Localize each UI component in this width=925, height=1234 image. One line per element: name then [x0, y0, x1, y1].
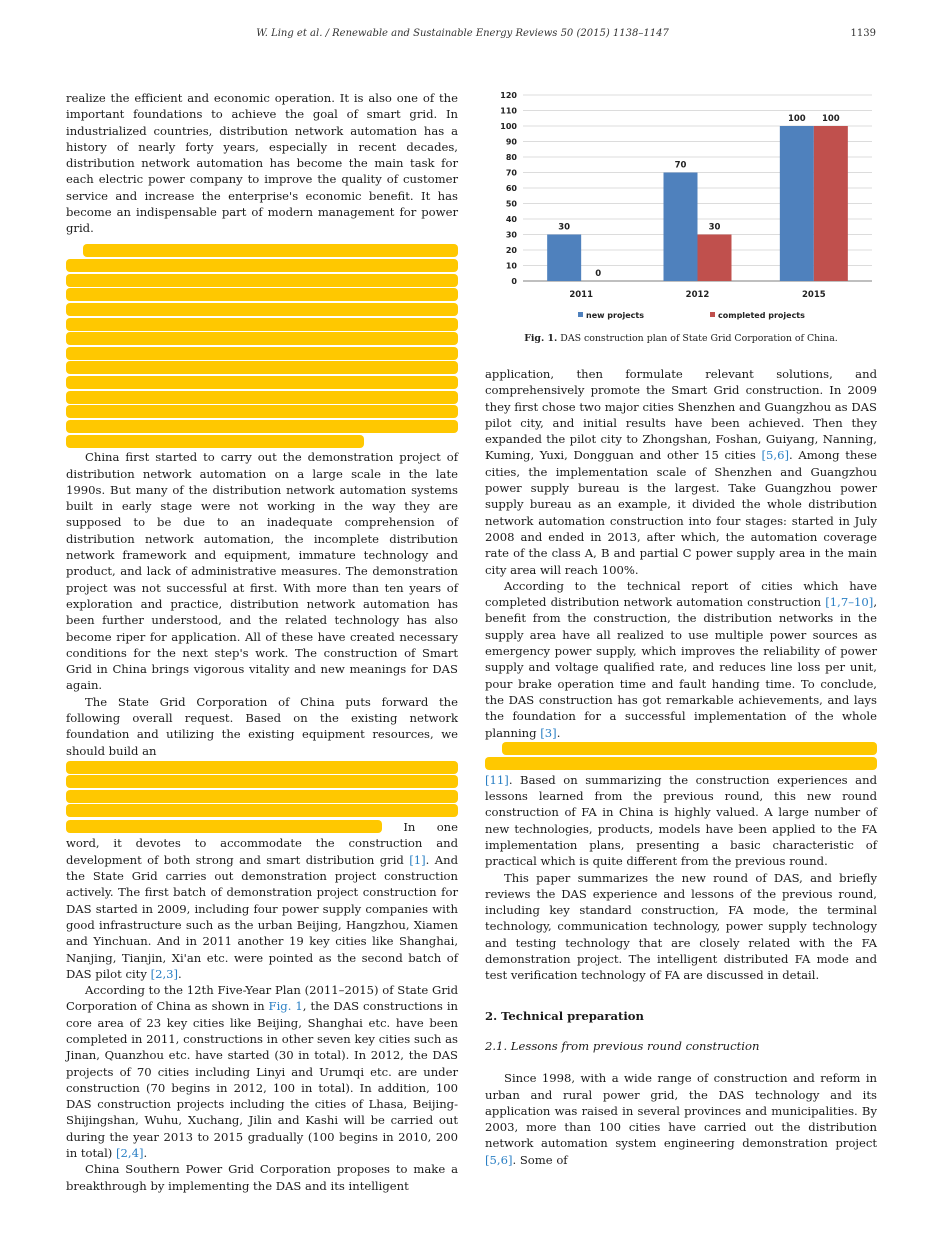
bar-completed-projects-2015: [814, 126, 848, 281]
reference-link[interactable]: [2,4]: [116, 1146, 144, 1161]
highlight-redaction: [66, 775, 458, 788]
highlight-redaction: [66, 420, 458, 433]
x-tick-label: 2015: [801, 290, 826, 300]
paragraph: The State Grid Corporation of China puts forward the following overall request. Based on the existing network foundation and utilizing the existing equipment resources, we should build an: [66, 694, 458, 758]
reference-link[interactable]: [5,6]: [761, 448, 790, 463]
y-tick-label: 60: [505, 184, 517, 193]
highlight-redaction: [66, 376, 458, 389]
highlight-redaction: [66, 804, 458, 817]
highlight-redaction: [66, 303, 458, 316]
y-tick-label: 110: [500, 106, 517, 116]
data-label: 30: [708, 222, 721, 233]
y-tick-label: 0: [511, 277, 517, 286]
highlight-redaction: [66, 288, 458, 301]
data-label: 100: [787, 114, 806, 124]
y-tick-label: 50: [505, 199, 517, 209]
figure-label: Fig. 1.: [524, 333, 558, 344]
paragraph: application, then formulate relevant solutions, and comprehensively promote the Smart Grid construction. In 2009 they first chose two major cities Shenzhen and Guangzhou as DAS pilot city, and initial results have been achieved. Then they expanded the pilot city to Zhongshan, Foshan, Guiyang, Nanning, Kuming, Yuxi, Dongguan and other 15 cities [5,6]. Among these cities, the implementation scale of Shenzhen and Guangzhou power supply bureau is the largest. Take Guangzhou power supply bureau as an example, it divided the whole distribution network automation construction into four stages: started in July 2008 and ended in 2013, after which, the automation coverage rate of the class A, B and partial C power supply area in the main city area will reach 100%.: [485, 367, 878, 577]
paragraph: This paper summarizes the new round of DAS, and briefly reviews the DAS experience and lessons of the previous round, including key standard construction, FA mode, the terminal technology, communication technology, power supply technology and testing technology that are closely related with the FA demonstration project. The intelligent distributed FA mode and test verification technology of FA are discussed in detail.: [485, 870, 877, 983]
highlight-redaction: [66, 332, 458, 345]
chart-legend: [578, 311, 805, 320]
data-label: 0: [595, 269, 602, 279]
paragraph: realize the efficient and economic operation. It is also one of the important foundations to achieve the goal of smart grid. In industrialized countries, distribution network automation has a history of nearly forty years, especially in recent decades, distribution network automation has become the main task for each electric power company to improve the quality of customer service and increase the enterprise's economic benefit. It has become an indispensable part of modern management for power grid.: [66, 91, 458, 236]
legend-entry: new projects: [586, 311, 644, 320]
highlight-redaction: [83, 244, 458, 257]
paragraph: According to the 12th Five-Year Plan (2011–2015) of State Grid Corporation of China as shown in Fig. 1, the DAS constructions in core area of 23 key cities like Beijing, Shanghai etc. have been completed in 2011, constructions in other seven key cities such as Jinan, Quanzhou etc. have started (30 in total). In 2012, the DAS projects of 70 cities including Linyi and Urumqi etc. are under construction (70 begins in 2012, 100 in total). In addition, 100 DAS construction projects including the cities of Lhasa, Beijing-Shijingshan, Wuhu, Xuchang, Jilin and Kashi will be carried out during the year 2013 to 2015 gradually (100 begins in 2010, 200 in total) [2,4].: [66, 983, 459, 1161]
section-title: 2. Technical preparation: [485, 1008, 644, 1023]
running-header: [0, 28, 925, 44]
highlight-redaction: [66, 259, 458, 272]
x-tick-label: 2011: [569, 290, 594, 300]
y-tick-label: 100: [500, 122, 517, 131]
journal-citation: W. Ling et al. / Renewable and Sustainable Energy Reviews 50 (2015) 1138–1147: [256, 28, 669, 39]
highlight-redaction: [66, 361, 458, 374]
paragraph: [11]. Based on summarizing the construction experiences and lessons learned from the previous round, this new round construction of FA in China is highly valued. A large number of new technologies, products, models have been applied to the FA implementation plans, presenting a basic characteristic of practical which is quite different from the previous round.: [485, 772, 877, 869]
legend-entry: completed projects: [718, 311, 805, 320]
paragraph: China Southern Power Grid Corporation proposes to make a breakthrough by implementing the DAS and its intelligent: [66, 1162, 458, 1193]
bar-chart: [485, 88, 880, 333]
y-tick-label: 20: [505, 246, 517, 255]
bar-new-projects-2012: [664, 173, 698, 282]
paragraph: China first started to carry out the demonstration project of distribution network automation on a large scale in the late 1990s. But many of the distribution network automation systems built in early stage were not working in the way they are supposed to be due to an inadequate comprehension of distribution network automation, the incomplete distribution network framework and equipment, immature technology and product, and lack of administrative measures. The demonstration project was not successful at first. With more than ten years of exploration and practice, distribution network automation has been further understood, and the related technology has also become riper for application. All of these have created necessary conditions for the next step's work. The construction of Smart Grid in China brings vigorous vitality and new meanings for DAS again.: [66, 450, 458, 693]
legend-swatch: [578, 312, 583, 317]
figure-caption-text: DAS construction plan of State Grid Corporation of China.: [560, 333, 838, 344]
highlight-redaction: [66, 274, 458, 287]
bar-new-projects-2011: [547, 235, 581, 282]
y-tick-label: 70: [505, 168, 517, 178]
highlight-redaction: [66, 318, 458, 331]
y-tick-label: 90: [505, 137, 517, 147]
left-column: [66, 90, 458, 1194]
highlight-redaction: [66, 391, 458, 404]
highlight-redaction: [502, 742, 877, 755]
highlight-redaction: [66, 347, 458, 360]
reference-link[interactable]: [2,3]: [150, 966, 179, 981]
data-label: 30: [558, 222, 571, 233]
subsection-title: 2.1. Lessons from previous round construction: [485, 1038, 760, 1053]
figure-link[interactable]: Fig. 1: [268, 999, 303, 1014]
highlight-redaction: [66, 405, 458, 418]
x-tick-label: 2012: [685, 290, 710, 300]
y-tick-label: 120: [500, 91, 517, 100]
paragraph: In one word, it devotes to accommodate the construction and development of both strong and smart distribution grid [1]. And the State Grid carries out demonstration project construction actively. The first batch of demonstration project construction for DAS started in 2009, including four power supply companies with good infrastructure such as the urban Beijing, Hangzhou, Xiamen and Yinchuan. And in 2011 another 19 key cities like Shanghai, Nanjing, Tianjin, Xi'an etc. were pointed as the second batch of DAS pilot city [2,3].: [66, 820, 459, 981]
bar-new-projects-2015: [780, 126, 814, 281]
reference-link[interactable]: [1,7–10]: [825, 595, 874, 610]
reference-link[interactable]: [3]: [540, 725, 557, 740]
highlight-redaction: [66, 435, 364, 448]
reference-link[interactable]: [11]: [485, 772, 509, 787]
reference-link[interactable]: [5,6]: [485, 1152, 513, 1167]
bar-completed-projects-2012: [698, 235, 732, 282]
y-tick-label: 80: [505, 153, 517, 162]
data-label: 70: [674, 160, 687, 171]
highlight-redaction: [66, 790, 458, 803]
highlight-redaction: [66, 820, 382, 833]
highlight-redaction: [66, 761, 458, 774]
y-tick-label: 40: [505, 215, 517, 224]
legend-swatch: [710, 312, 715, 317]
paragraph: Since 1998, with a wide range of construction and reform in urban and rural power grid, the DAS technology and its application was raised in several provinces and municipalities. By 2003, more than 100 cities have carried out the distribution network automation system engineering demonstration project [5,6]. Some of: [485, 1071, 877, 1167]
page-number: 1139: [850, 28, 876, 39]
highlight-redaction: [485, 757, 877, 770]
data-label: 100: [821, 114, 840, 124]
reference-link[interactable]: [1]: [409, 852, 426, 867]
paragraph: According to the technical report of cities which have completed distribution network automation construction [1,7–10], benefit from the construction, the distribution networks in the supply area have all realized to use multiple power sources as emergency power supply, which improves the reliability of power supply and voltage qualified rate, and reduces line loss per unit, pour brake operation time and fault handing time. To conclude, the DAS construction has got remarkable achievements, and lays the foundation for a successful implementation of the whole planning [3].: [485, 578, 877, 740]
y-tick-label: 30: [505, 230, 517, 240]
figure-caption: [485, 333, 877, 344]
y-tick-label: 10: [505, 261, 517, 271]
right-column: [485, 366, 877, 1168]
